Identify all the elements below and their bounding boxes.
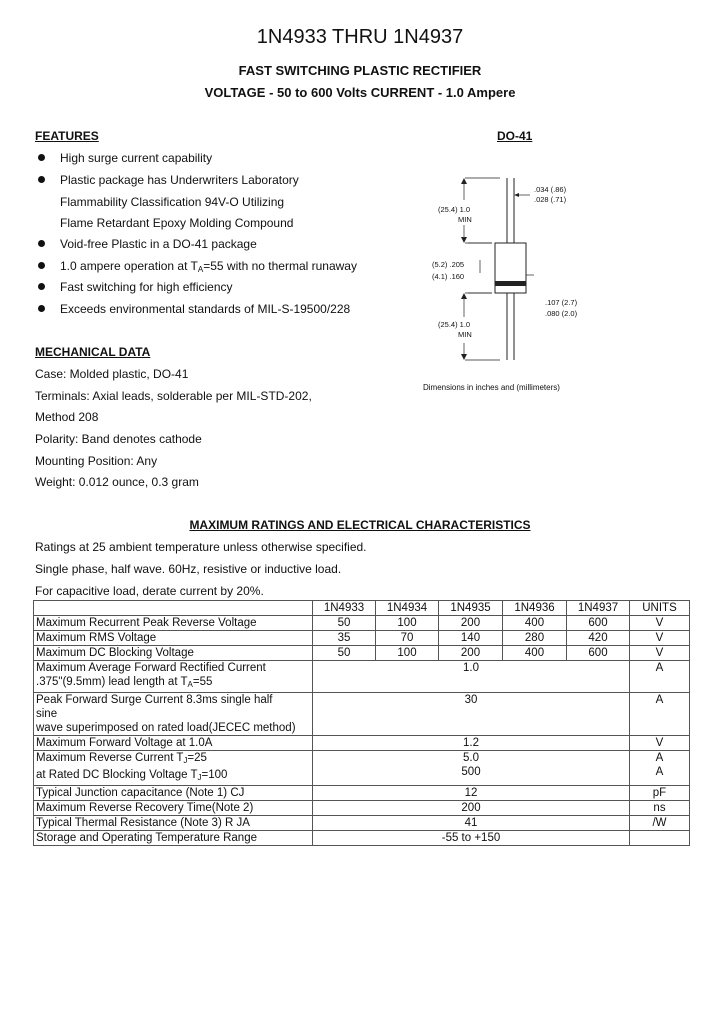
table-header-cell: UNITS — [630, 601, 690, 616]
table-unit: A — [630, 693, 690, 736]
table-cell: 280 — [503, 631, 567, 646]
table-row-label: Peak Forward Surge Current 8.3ms single half sine wave superimposed on rated load(JECEC method) — [34, 693, 313, 736]
table-unit: V — [630, 616, 690, 631]
body-length-max: (5.2) .205 — [432, 260, 465, 269]
table-header-cell: 1N4933 — [313, 601, 376, 616]
table-cell: 200 — [439, 616, 503, 631]
table-row-label: Maximum Reverse Recovery Time(Note 2) — [34, 801, 313, 816]
table-unit: V — [630, 646, 690, 661]
page-title: 1N4933 THRU 1N4937 — [256, 26, 464, 48]
table-unit: /W — [630, 816, 690, 831]
body-length-min: (4.1) .160 — [432, 272, 465, 281]
bullet-icon — [38, 240, 45, 247]
mechanical-line: Case: Molded plastic, DO-41 — [35, 367, 189, 381]
mechanical-line: Terminals: Axial leads, solderable per MIL-STD-202, — [35, 389, 312, 403]
table-header-cell — [34, 601, 313, 616]
table-row — [34, 801, 690, 816]
table-cell: 100 — [376, 646, 439, 661]
table-cell: 30 — [313, 693, 630, 736]
mechanical-line: Polarity: Band denotes cathode — [35, 432, 202, 446]
mechanical-line: Weight: 0.012 ounce, 0.3 gram — [35, 475, 199, 489]
table-cell: 400 — [503, 616, 567, 631]
lead-length-bottom: (25.4) 1.0 — [438, 320, 471, 329]
table-unit: ns — [630, 801, 690, 816]
table-cell: 35 — [313, 631, 376, 646]
body-diameter-max: .107 (2.7) — [545, 298, 578, 307]
bullet-icon — [38, 262, 45, 269]
table-cell: 5.0 500 — [313, 751, 630, 786]
ratings-heading: MAXIMUM RATINGS AND ELECTRICAL CHARACTERISTICS — [189, 518, 531, 532]
table-cell: 200 — [313, 801, 630, 816]
table-row-label: Maximum RMS Voltage — [34, 631, 313, 646]
lead-length-top: (25.4) 1.0 — [438, 205, 471, 214]
table-row-label: Maximum Average Forward Rectified Current .375"(9.5mm) lead length at $T_A=55$ — [34, 661, 313, 693]
table-unit: A — [630, 661, 690, 693]
bullet-icon — [38, 283, 45, 290]
body-diameter-min: .080 (2.0) — [545, 309, 578, 318]
table-row-label: Maximum DC Blocking Voltage — [34, 646, 313, 661]
table-unit: V — [630, 736, 690, 751]
lead-length-bottom-min: MIN — [458, 330, 472, 339]
table-unit: pF — [630, 786, 690, 801]
table-row-label: Typical Thermal Resistance (Note 3) R JA — [34, 816, 313, 831]
table-cell: 600 — [567, 616, 630, 631]
table-header-cell: 1N4936 — [503, 601, 567, 616]
bullet-icon — [38, 154, 45, 161]
features-heading: FEATURES — [35, 129, 99, 143]
table-cell: 1.2 — [313, 736, 630, 751]
table-header-cell: 1N4934 — [376, 601, 439, 616]
table-row-label: Maximum Recurrent Peak Reverse Voltage — [34, 616, 313, 631]
table-unit: V — [630, 631, 690, 646]
table-row — [34, 786, 690, 801]
table-header-cell: 1N4937 — [567, 601, 630, 616]
lead-length-top-min: MIN — [458, 215, 472, 224]
table-cell: 600 — [567, 646, 630, 661]
mechanical-line: Mounting Position: Any — [35, 454, 158, 468]
table-cell: 41 — [313, 816, 630, 831]
table-row — [34, 816, 690, 831]
table-cell: 420 — [567, 631, 630, 646]
table-row — [34, 693, 690, 736]
table-cell: 200 — [439, 646, 503, 661]
table-unit — [630, 831, 690, 846]
table-row-label: Maximum Forward Voltage at 1.0A — [34, 736, 313, 751]
ratings-table — [33, 600, 690, 846]
table-header-row — [34, 601, 690, 616]
table-row — [34, 616, 690, 631]
table-cell: 12 — [313, 786, 630, 801]
bullet-icon — [38, 305, 45, 312]
table-header-cell: 1N4935 — [439, 601, 503, 616]
table-cell: 400 — [503, 646, 567, 661]
lead-diameter-max: .034 (.86) — [534, 185, 567, 194]
table-row-label: Typical Junction capacitance (Note 1) CJ — [34, 786, 313, 801]
subtitle-ratings: VOLTAGE - 50 to 600 Volts CURRENT - 1.0 Ampere — [204, 85, 516, 100]
table-cell: 1.0 — [313, 661, 630, 693]
mechanical-line: Method 208 — [35, 410, 99, 424]
table-row — [34, 831, 690, 846]
ratings-note: Single phase, half wave. 60Hz, resistive or inductive load. — [35, 562, 342, 576]
table-row — [34, 631, 690, 646]
table-cell: 70 — [376, 631, 439, 646]
table-row — [34, 736, 690, 751]
lead-diameter-min: .028 (.71) — [534, 195, 567, 204]
table-row — [34, 751, 690, 786]
package-heading: DO-41 — [497, 129, 533, 143]
table-cell: -55 to +150 — [313, 831, 630, 846]
dimension-caption: Dimensions in inches and (millimeters) — [423, 383, 560, 392]
ratings-note: For capacitive load, derate current by 20%. — [35, 584, 264, 598]
table-cell: 100 — [376, 616, 439, 631]
table-cell: 50 — [313, 646, 376, 661]
bullet-icon — [38, 176, 45, 183]
table-unit: A A — [630, 751, 690, 786]
table-cell: 140 — [439, 631, 503, 646]
table-row — [34, 646, 690, 661]
table-cell: 50 — [313, 616, 376, 631]
subtitle-device-type: FAST SWITCHING PLASTIC RECTIFIER — [238, 63, 482, 78]
mechanical-heading: MECHANICAL DATA — [35, 345, 151, 359]
table-row — [34, 661, 690, 693]
table-row-label: Storage and Operating Temperature Range — [34, 831, 313, 846]
ratings-note: Ratings at 25 ambient temperature unless otherwise specified. — [35, 540, 367, 554]
table-row-label: Maximum Reverse Current $T_J=25$ at Rated DC Blocking Voltage $T_J=100$ — [34, 751, 313, 786]
